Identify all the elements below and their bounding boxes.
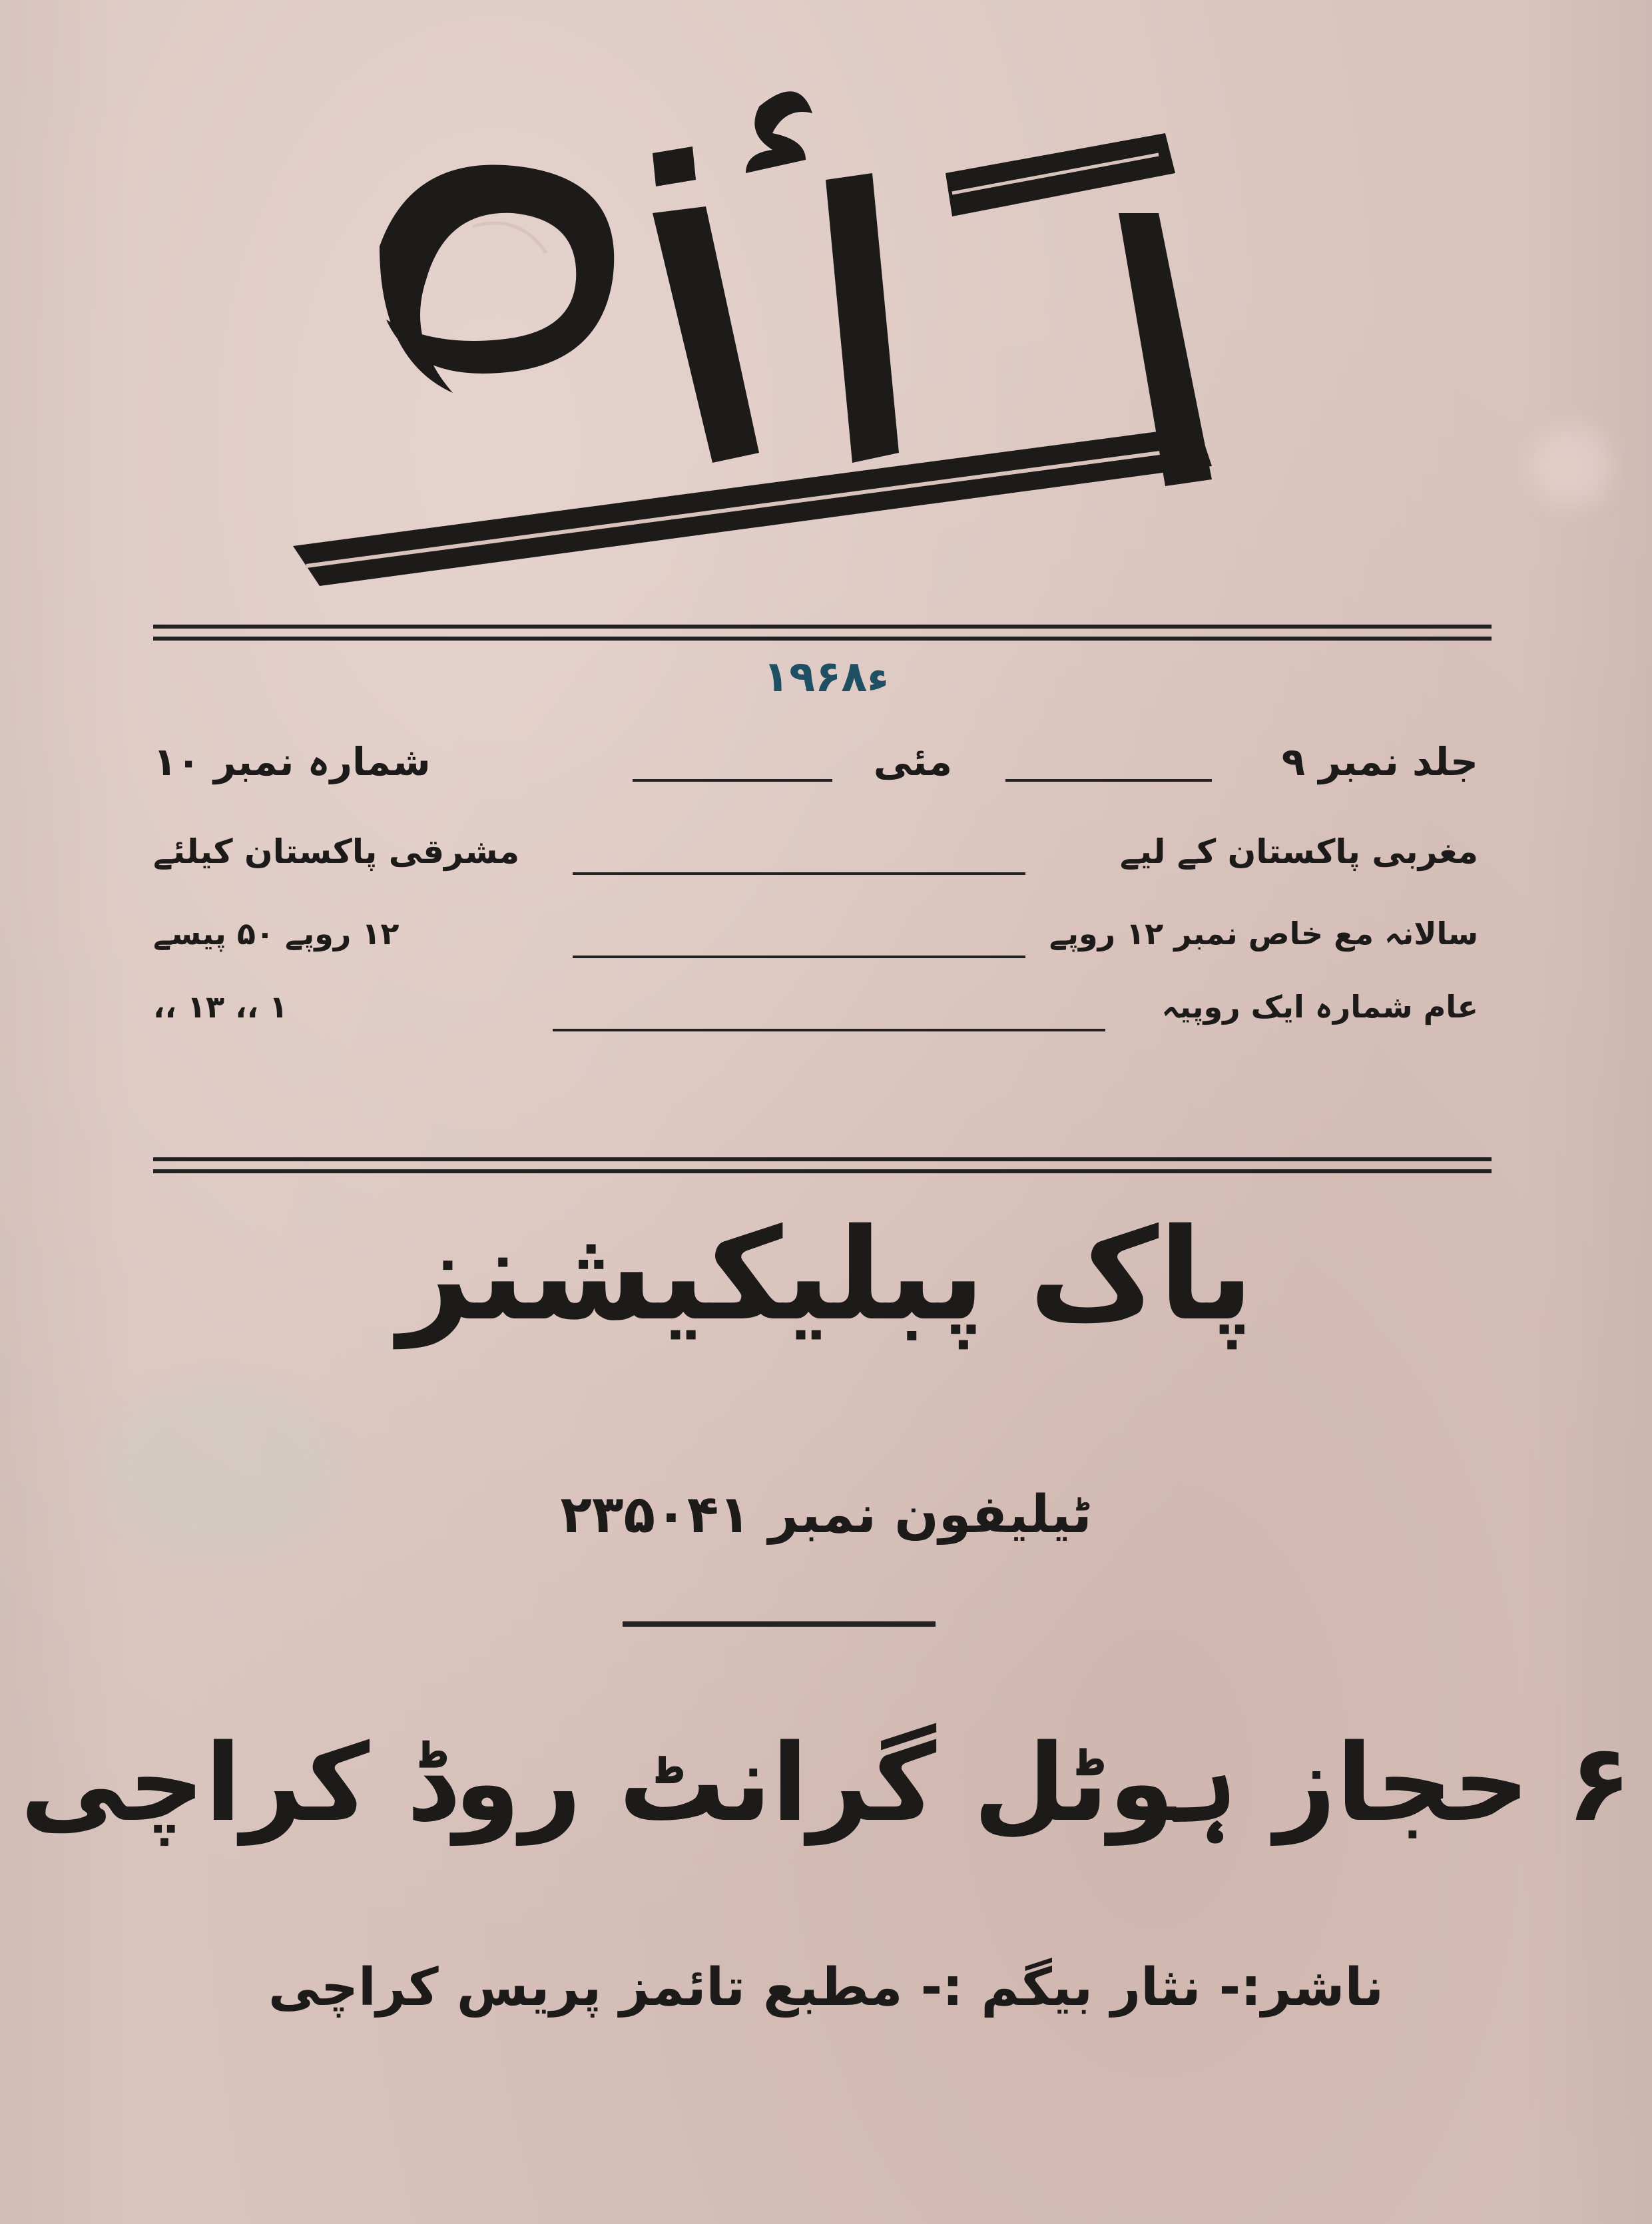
- publisher-imprint: ناشر:- نثار بیگم :- مطبع تائمز پریس کراچی: [268, 1958, 1384, 2018]
- masthead-calligraphy: [280, 80, 1265, 599]
- volume-number: جلد نمبر ۹: [1281, 739, 1478, 784]
- publisher-address: ۶ حجاز ہوٹل گرانٹ روڈ کراچی: [20, 1721, 1632, 1845]
- middle-divider: [153, 1157, 1492, 1161]
- west-pakistan-label: مغربی پاکستان کے لیے: [1119, 832, 1478, 871]
- leader-line: [633, 779, 832, 782]
- leader-line: [573, 956, 1025, 958]
- publisher-phone: ٹیلیفون نمبر ۲۳۵۰۴۱: [560, 1485, 1092, 1545]
- leader-line: [1005, 779, 1212, 782]
- issue-info-row: [153, 739, 1492, 799]
- single-copy-east: ۱ ،، ۱۳ ،،: [153, 989, 288, 1025]
- masthead-logo: [280, 80, 1265, 599]
- masthead-title: [280, 526, 1265, 573]
- issue-year: ۱۹۶۸ء: [763, 653, 889, 702]
- single-copy-row: [153, 989, 1492, 1049]
- annual-rate-east: ۱۲ روپے ۵۰ پیسے: [153, 916, 400, 952]
- single-copy-west: عام شمارہ ایک روپیہ: [1161, 989, 1478, 1025]
- rates-header-row: [153, 832, 1492, 892]
- annual-rate-row: [153, 916, 1492, 975]
- issue-number: شمارہ نمبر ۱۰: [153, 739, 431, 784]
- paper-stain: [1531, 426, 1611, 506]
- publisher-name: پاک پبلیکیشنز: [398, 1201, 1254, 1348]
- issue-month: مئی: [873, 739, 952, 784]
- leader-line: [553, 1029, 1105, 1031]
- annual-rate-west: سالانہ مع خاص نمبر ۱۲ روپے: [1049, 916, 1478, 952]
- short-divider: [623, 1621, 936, 1627]
- east-pakistan-label: مشرقی پاکستان کیلئے: [153, 832, 520, 871]
- leader-line: [573, 872, 1025, 875]
- top-divider: [153, 625, 1492, 629]
